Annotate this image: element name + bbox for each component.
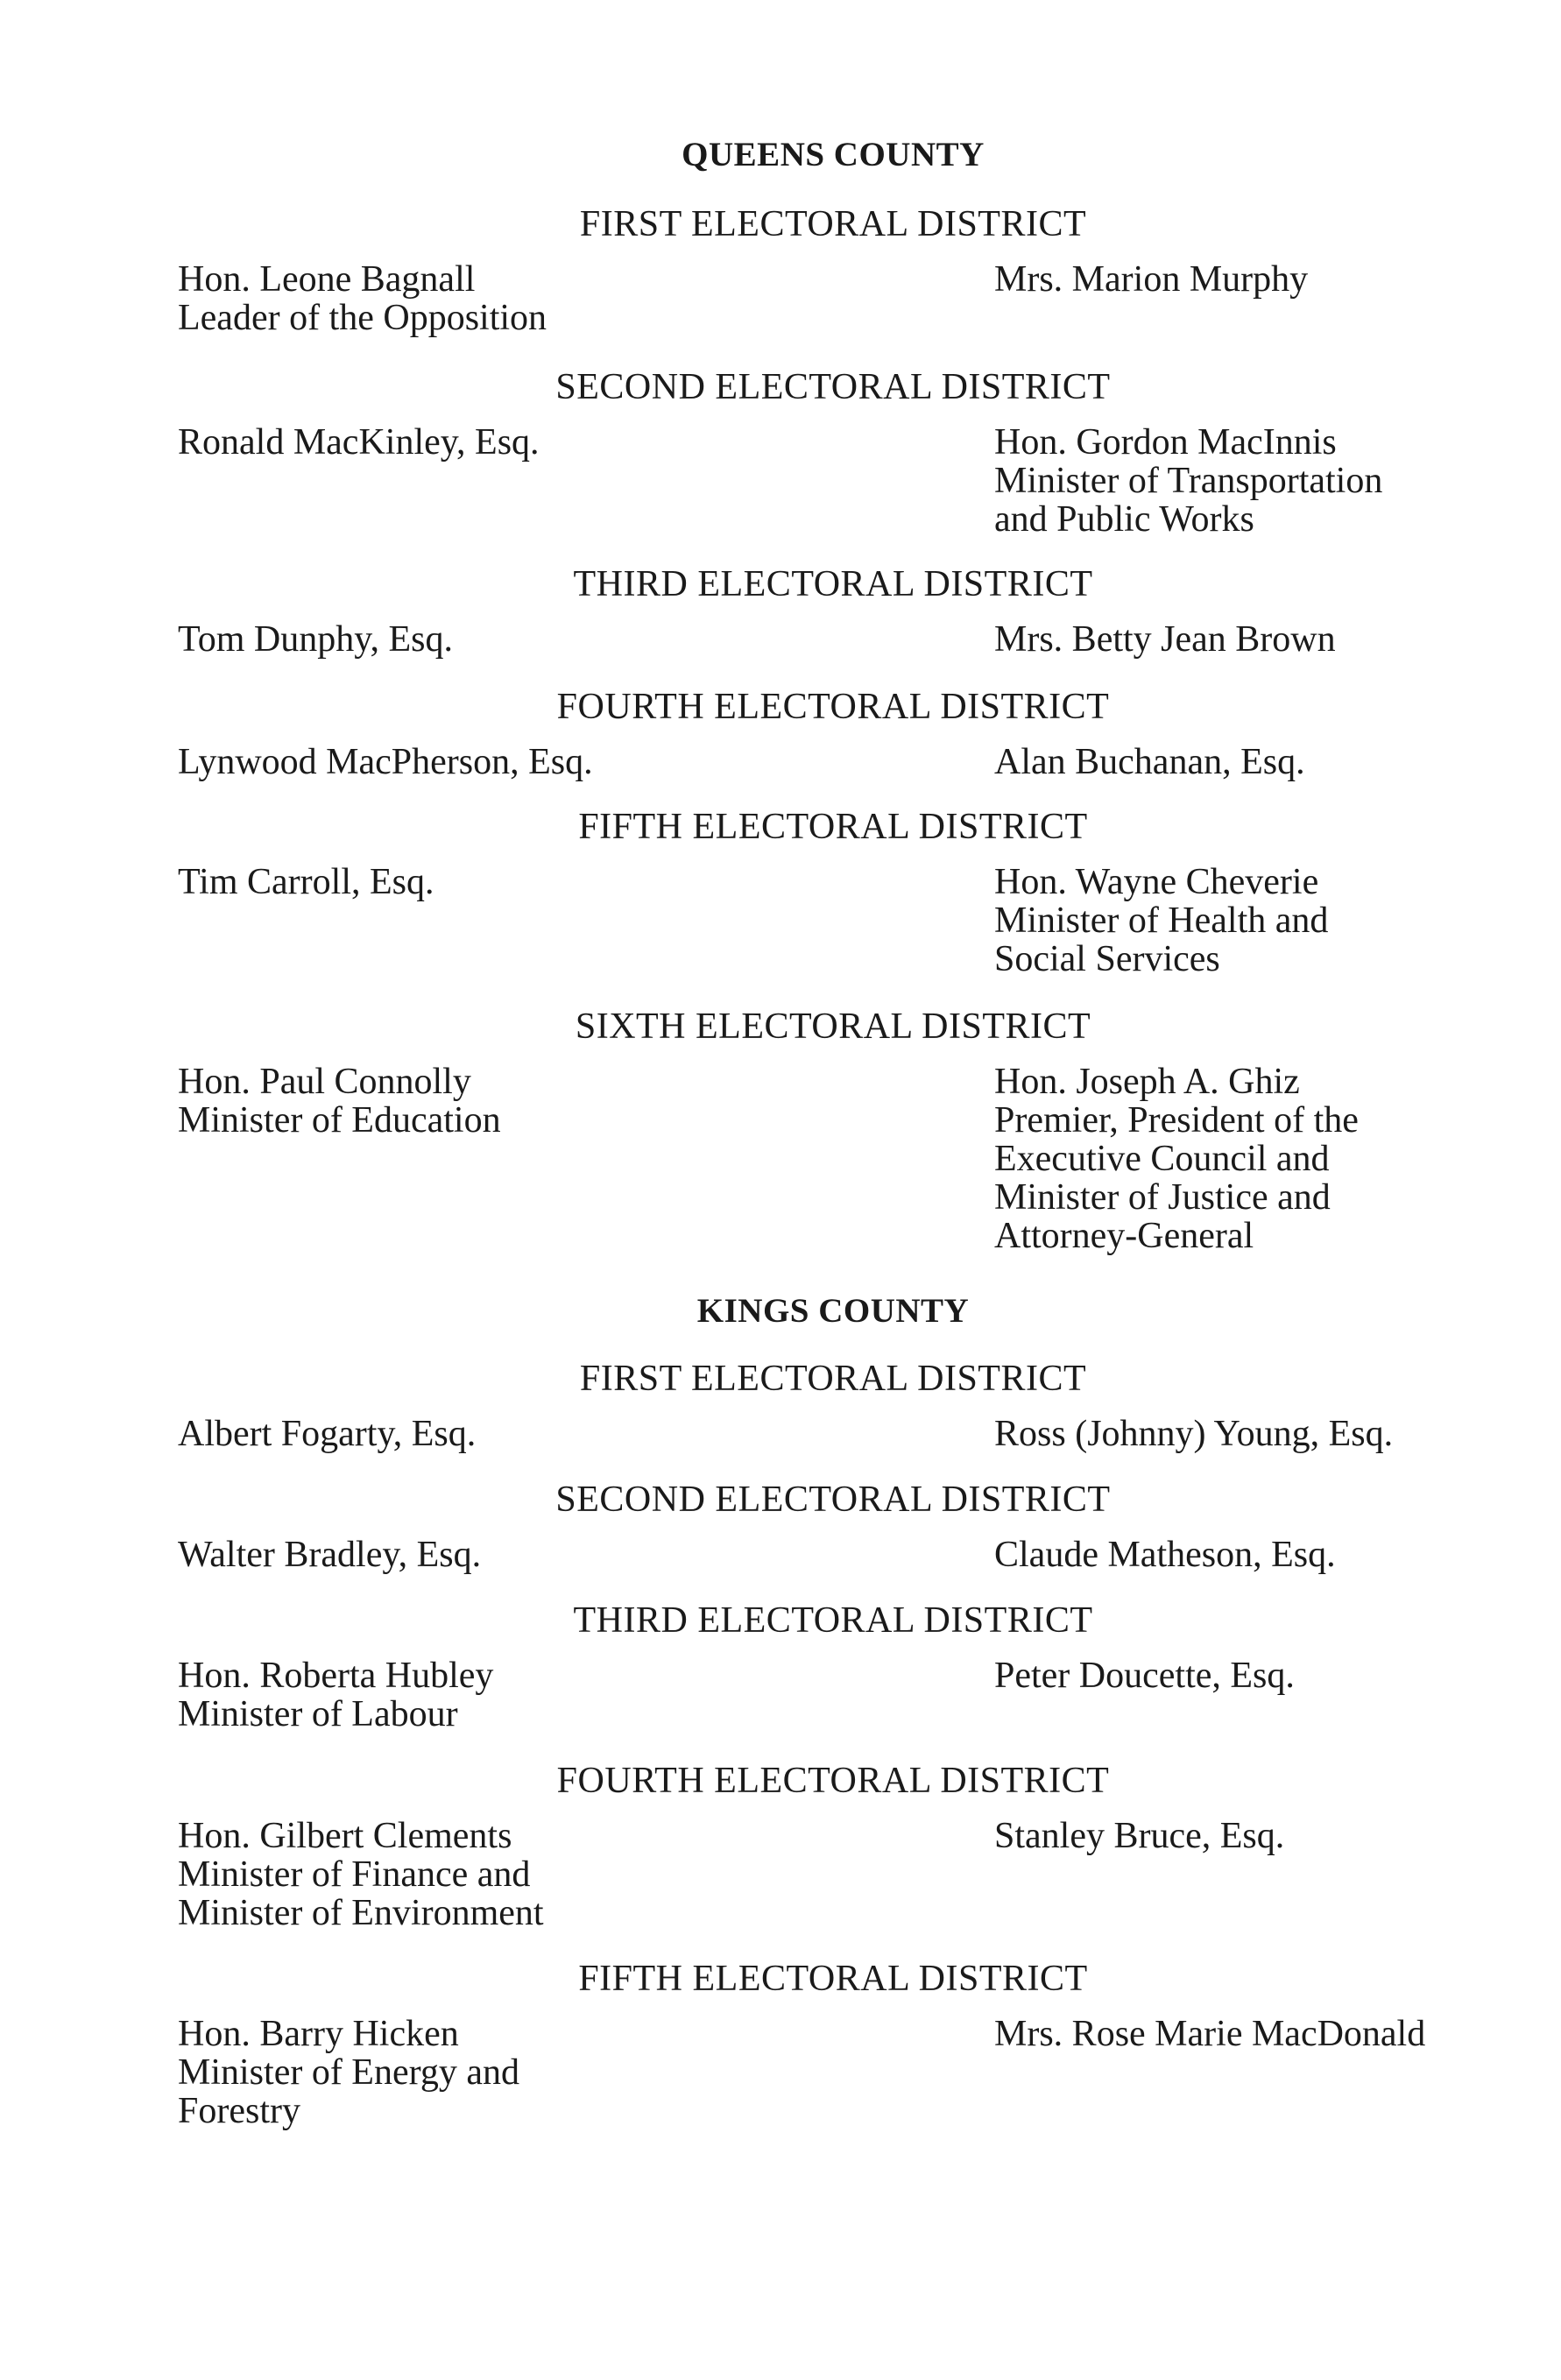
district-heading: THIRD ELECTORAL DISTRICT [573,564,1093,604]
member-left [178,620,453,659]
member-line: Forestry [178,2091,300,2131]
member-line: Hon. Wayne Cheverie [994,862,1319,902]
member-left [178,863,434,901]
member-right [994,260,1308,299]
member-right [994,620,1336,659]
member-left [178,423,540,462]
member-left [178,1656,493,1734]
member-line: Minister of Environment [178,1893,544,1933]
member-line: Mrs. Betty Jean Brown [994,619,1336,660]
member-line: Attorney-General [994,1216,1254,1256]
district-heading: FIFTH ELECTORAL DISTRICT [578,1959,1088,1999]
member-line: Claude Matheson, Esq. [994,1535,1336,1575]
member-line: Executive Council and [994,1139,1330,1179]
district-heading: FOURTH ELECTORAL DISTRICT [556,1761,1110,1801]
member-line: Walter Bradley, Esq. [178,1535,482,1575]
member-right [994,1817,1284,1855]
member-line: Minister of Labour [178,1694,458,1734]
member-left [178,743,593,781]
district-heading: FIFTH ELECTORAL DISTRICT [578,807,1088,847]
member-line: Minister of Finance and [178,1854,531,1895]
member-line: Hon. Leone Bagnall [178,259,476,300]
member-right [994,1415,1393,1453]
district-heading: THIRD ELECTORAL DISTRICT [573,1600,1093,1641]
district-heading: SECOND ELECTORAL DISTRICT [555,367,1111,407]
member-line: Minister of Health and [994,900,1329,941]
member-line: Mrs. Rose Marie MacDonald [994,2014,1426,2054]
member-right [994,1063,1359,1255]
district-heading: FIRST ELECTORAL DISTRICT [579,204,1087,244]
member-line: Peter Doucette, Esq. [994,1656,1295,1696]
member-line: Tim Carroll, Esq. [178,862,434,902]
district-heading: SIXTH ELECTORAL DISTRICT [575,1006,1091,1047]
member-line: Minister of Energy and [178,2052,519,2093]
member-line: Tom Dunphy, Esq. [178,619,453,660]
county-heading-kings: KINGS COUNTY [696,1292,970,1330]
member-left [178,1415,476,1453]
member-right [994,423,1382,539]
member-line: Minister of Justice and [994,1177,1331,1218]
member-line: Minister of Education [178,1100,501,1141]
member-line: Ross (Johnny) Young, Esq. [994,1414,1394,1454]
member-line: Social Services [994,939,1220,979]
member-right [994,863,1328,978]
member-line: Hon. Barry Hicken [178,2014,459,2054]
member-left [178,1063,501,1140]
member-line: Stanley Bruce, Esq. [994,1816,1285,1856]
member-line: Albert Fogarty, Esq. [178,1414,477,1454]
member-line: Lynwood MacPherson, Esq. [178,742,593,782]
member-line: Leader of the Opposition [178,298,547,338]
member-line: Premier, President of the [994,1100,1359,1141]
member-right [994,2015,1425,2053]
member-line: Ronald MacKinley, Esq. [178,422,540,463]
member-line: Minister of Transportation [994,461,1383,501]
member-line: Hon. Paul Connolly [178,1062,471,1102]
member-right [994,1656,1295,1695]
member-line: Hon. Roberta Hubley [178,1656,494,1696]
district-heading: SECOND ELECTORAL DISTRICT [555,1480,1111,1520]
member-left [178,1817,544,1932]
member-line: Mrs. Marion Murphy [994,259,1309,300]
member-line: Hon. Gilbert Clements [178,1816,512,1856]
member-left [178,260,547,337]
member-line: and Public Works [994,499,1254,540]
district-heading: FIRST ELECTORAL DISTRICT [579,1359,1087,1399]
member-line: Hon. Joseph A. Ghiz [994,1062,1300,1102]
member-line: Hon. Gordon MacInnis [994,422,1337,463]
member-left [178,1536,481,1574]
member-line: Alan Buchanan, Esq. [994,742,1305,782]
member-right [994,743,1305,781]
district-heading: FOURTH ELECTORAL DISTRICT [556,687,1110,727]
member-left [178,2015,519,2130]
county-heading-queens: QUEENS COUNTY [682,136,985,173]
member-right [994,1536,1336,1574]
